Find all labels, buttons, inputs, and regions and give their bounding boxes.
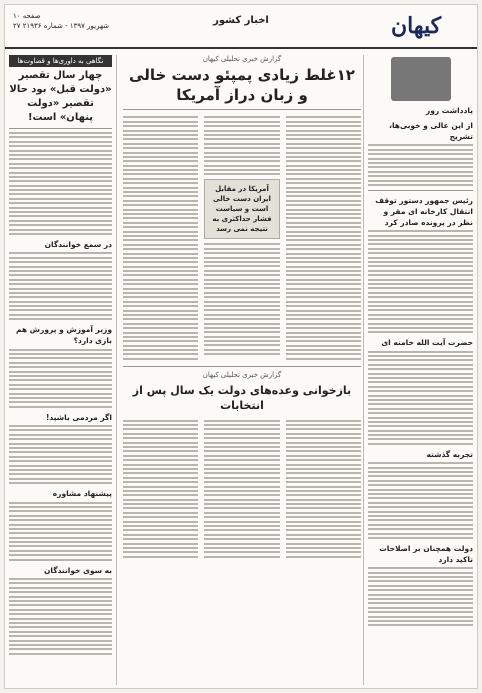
- left-headline: چهار سال تقصیر «دولت قبل» بود حالا تقصیر «دولت پنهان» است!: [9, 69, 112, 129]
- author-portrait: [391, 57, 451, 101]
- right-main-head: رئیس جمهور دستور توقف انتقال کارخانه ای مقر و نظر در پرونده صادر کرد: [375, 195, 473, 227]
- left-subhead-3: اگر مردمی باشید!: [45, 412, 112, 422]
- text-block: [123, 420, 198, 558]
- lower-col-b: [204, 417, 279, 560]
- center-col-c: [123, 114, 198, 362]
- section-title: اخبار کشور: [213, 15, 269, 26]
- text-block: [368, 351, 473, 445]
- center-col-a: [286, 114, 361, 362]
- text-block: [204, 243, 279, 355]
- newspaper-page: [4, 4, 478, 689]
- left-subhead-5: به سوی خوانندگان: [43, 565, 112, 575]
- divider: [123, 109, 361, 110]
- text-block: [368, 462, 473, 539]
- right-subhead-3: تجربه گذشته: [426, 449, 473, 459]
- quote-box: [204, 179, 279, 239]
- right-subhead-2: حضرت آیت الله خامنه ای: [381, 338, 473, 348]
- left-column: [9, 55, 117, 685]
- divider: [368, 190, 473, 191]
- left-box-title: نگاهی به داوری‌ها و قضاوت‌ها: [9, 55, 112, 67]
- text-block: [286, 116, 361, 359]
- text-block: [123, 116, 198, 359]
- text-block: [9, 578, 112, 655]
- quote-text: آمریکا در مقابل ایران دست خالی است و سیاست فشار حداکثری به نتیجه نمی رسد: [212, 185, 272, 234]
- center-column: [123, 55, 361, 685]
- left-subhead-2: وزیر آموزش و پرورش هم بازی دارد؟: [15, 325, 112, 346]
- page-number: صفحه ۱۰: [13, 12, 41, 20]
- center-body: [123, 114, 361, 362]
- right-subhead-1: از این عالی و خوبی‌ها، تشریح: [389, 121, 473, 141]
- right-bottom-head: دولت همچنان بر اصلاحات تاکید دارد: [379, 543, 473, 564]
- right-column: [363, 55, 473, 685]
- text-block: [204, 420, 279, 558]
- text-block: [9, 132, 112, 235]
- text-block: [368, 230, 473, 333]
- text-block: [9, 425, 112, 484]
- newspaper-logo: کیهان: [390, 13, 442, 39]
- main-headline: ۱۲غلط زیادی پمپئو دست خالی و زبان دراز آمریکا: [129, 66, 355, 104]
- lower-headline: بازخوانی وعده‌های دولت یک سال پس از انتخابات: [132, 384, 352, 413]
- text-block: [9, 502, 112, 561]
- issue-info: [13, 11, 163, 31]
- left-subhead-4: پیشنهاد مشاوره: [52, 489, 112, 499]
- column-label: یادداشت روز: [425, 106, 473, 115]
- date-line: ۲۷ شهریور ۱۳۹۷ - شماره ۲۱۹۳۶: [13, 22, 110, 30]
- text-block: [286, 420, 361, 558]
- divider: [123, 366, 361, 367]
- text-block: [368, 144, 473, 186]
- text-block: [9, 349, 112, 408]
- lower-col-c: [123, 417, 198, 560]
- lower-kicker: گزارش خبری تحلیلی کیهان: [202, 371, 282, 380]
- lower-col-a: [286, 417, 361, 560]
- text-block: [9, 252, 112, 320]
- text-block: [204, 116, 279, 175]
- main-kicker: گزارش خبری تحلیلی کیهان: [202, 55, 282, 63]
- lower-body: [123, 417, 361, 560]
- center-col-b: [204, 114, 279, 362]
- text-block: [368, 567, 473, 626]
- left-subhead-1: در سمع خوانندگان: [44, 239, 112, 249]
- masthead: [5, 5, 478, 49]
